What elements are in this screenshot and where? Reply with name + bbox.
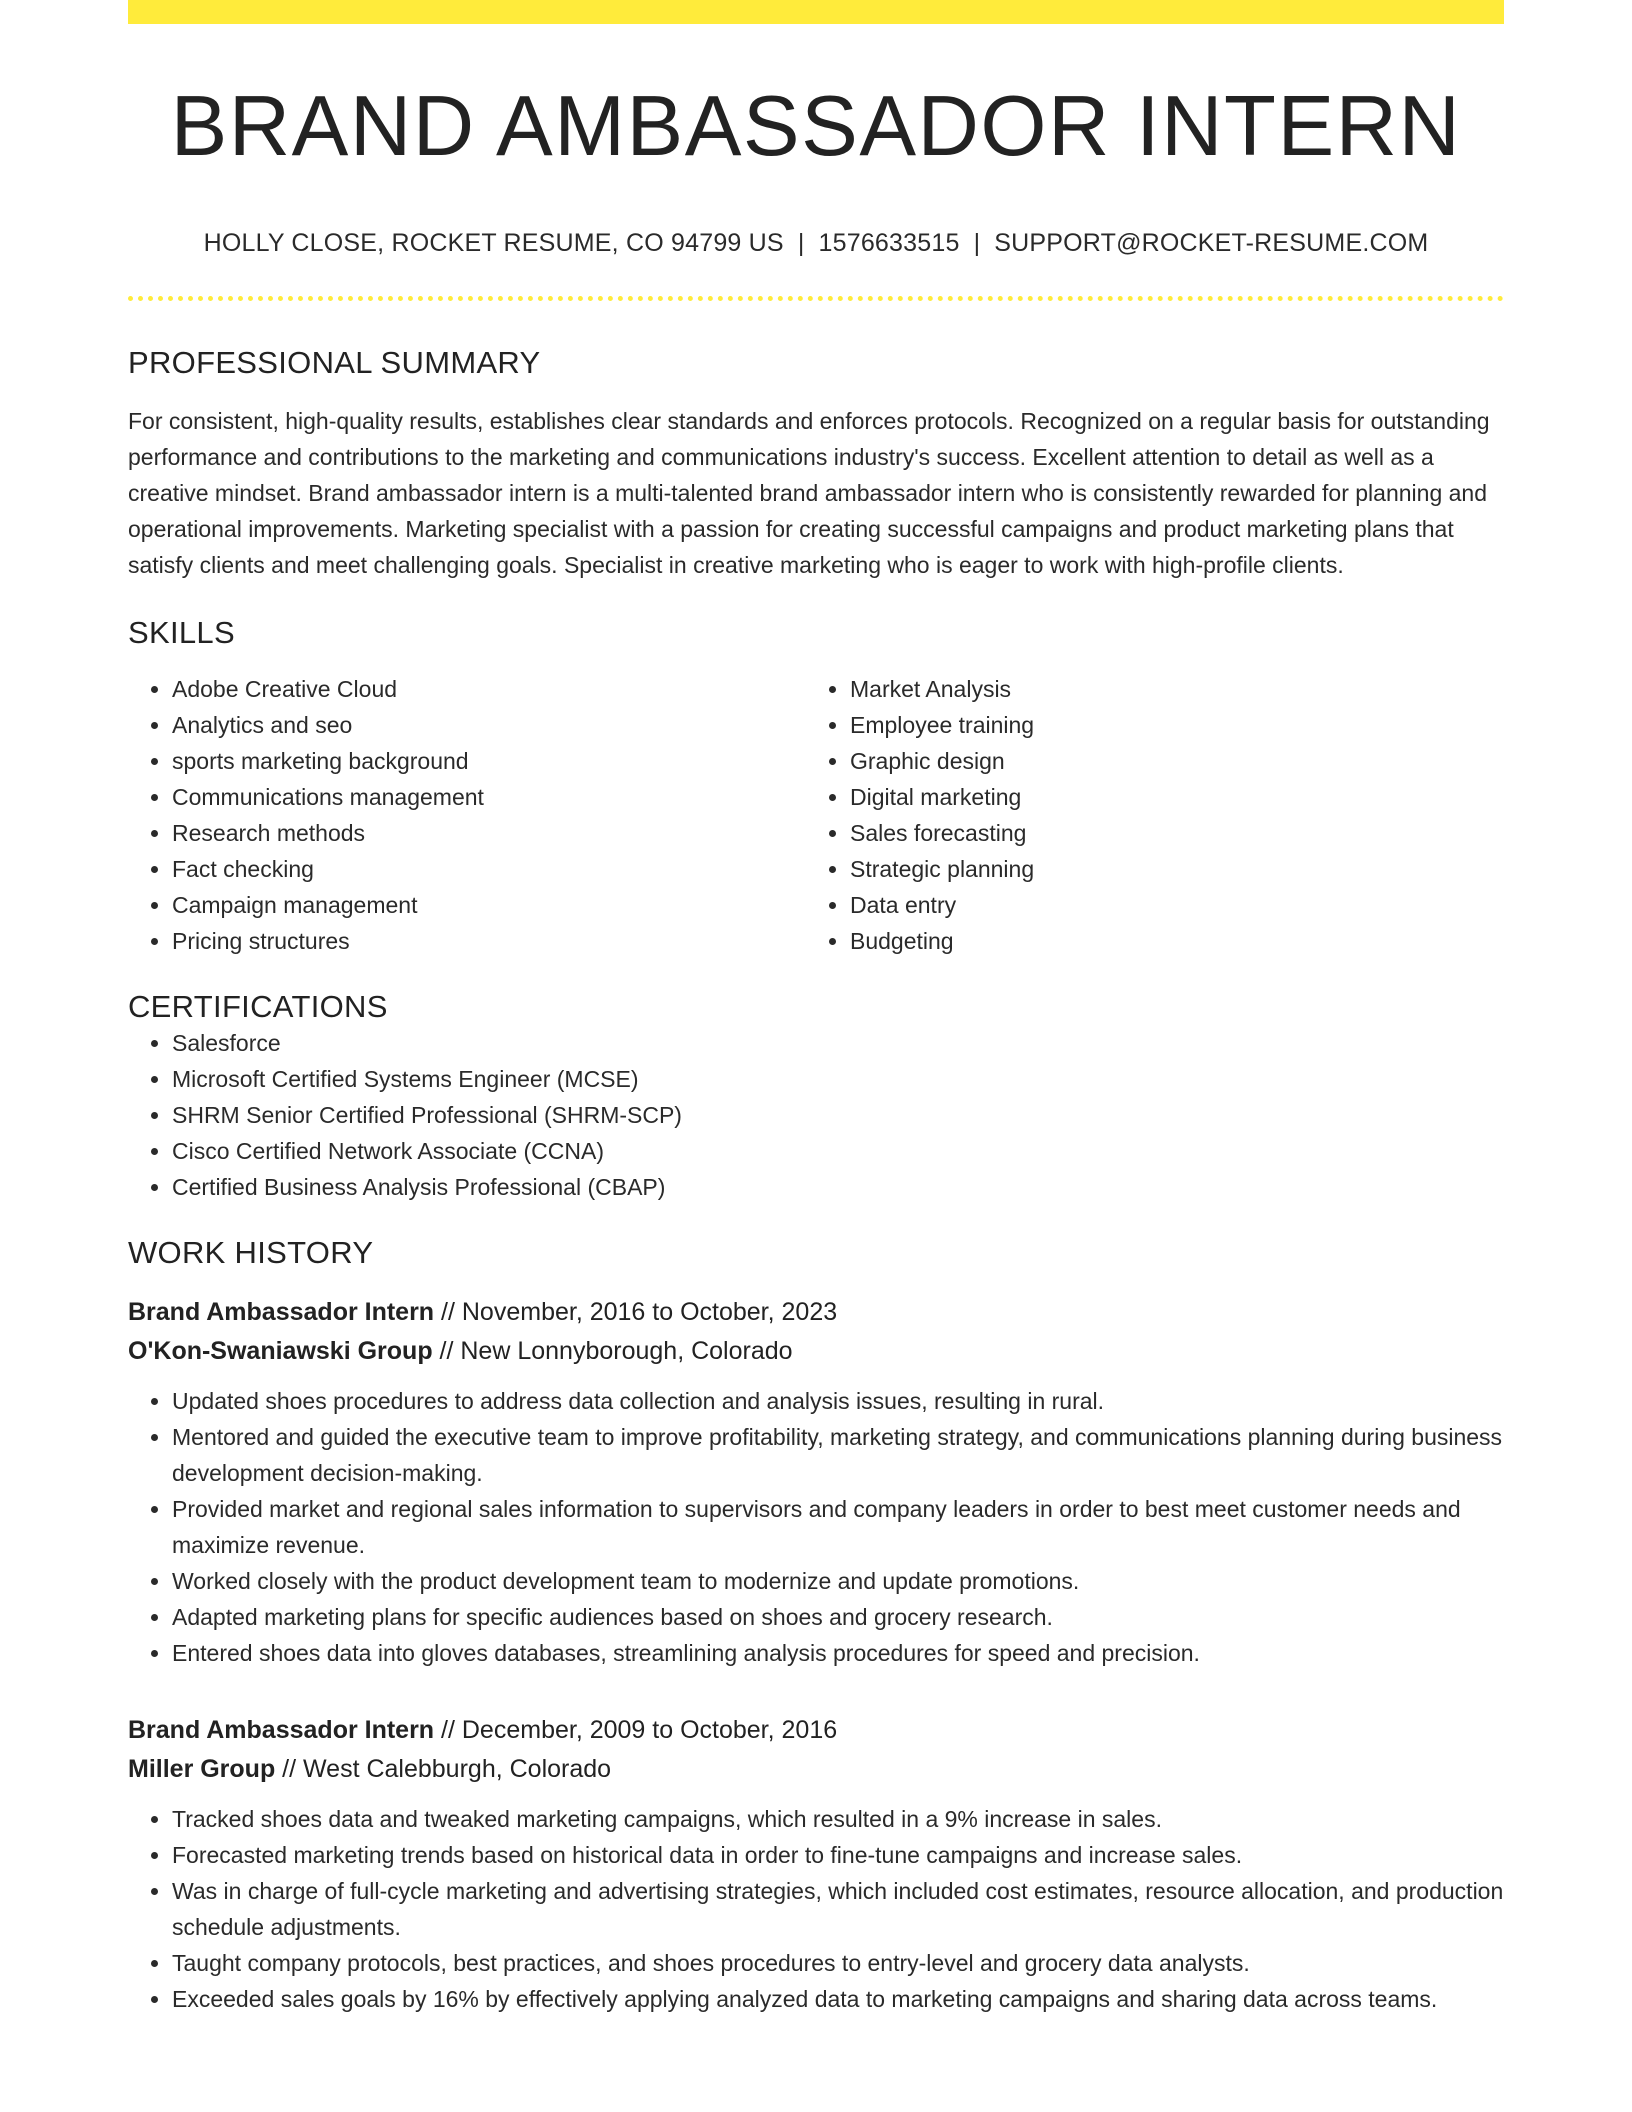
contact-address: HOLLY CLOSE, ROCKET RESUME, CO 94799 US — [203, 229, 784, 258]
job-bullet: • Forecasted marketing trends based on historical data in order to fine-tune campaigns and increase sales. — [172, 1837, 1504, 1873]
job-company-line — [128, 1750, 1504, 1789]
job-dates: // November, 2016 to October, 2023 — [434, 1298, 838, 1327]
skills-right-list — [806, 671, 1484, 959]
certification-item: • Salesforce — [172, 1025, 1504, 1061]
skill-item: • sports marketing background — [172, 743, 806, 779]
skill-item: • Budgeting — [850, 923, 1484, 959]
job-bullet: • Worked closely with the product development team to modernize and update promotions. — [172, 1563, 1504, 1599]
skill-item: • Pricing structures — [172, 923, 806, 959]
job-title: Brand Ambassador Intern — [128, 1298, 435, 1327]
skill-item: • Market Analysis — [850, 671, 1484, 707]
job-bullets — [128, 1383, 1504, 1671]
work-history-heading: WORK HISTORY — [128, 1235, 374, 1271]
skill-item: • Campaign management — [172, 887, 806, 923]
skill-item: • Strategic planning — [850, 851, 1484, 887]
certification-item: • SHRM Senior Certified Professional (SHRM-SCP) — [172, 1097, 1504, 1133]
accent-top-bar — [128, 0, 1504, 24]
job-company-line — [128, 1332, 1504, 1371]
job-bullet: • Adapted marketing plans for specific audiences based on shoes and grocery research. — [172, 1599, 1504, 1635]
contact-line — [128, 229, 1504, 258]
job-company: Miller Group — [128, 1755, 276, 1784]
skill-item: • Communications management — [172, 779, 806, 815]
resume-title: BRAND AMBASSADOR INTERN — [170, 79, 1462, 174]
job-location: // New Lonnyborough, Colorado — [432, 1337, 793, 1366]
job-dates: // December, 2009 to October, 2016 — [434, 1716, 838, 1745]
skill-item: • Sales forecasting — [850, 815, 1484, 851]
certifications-heading: CERTIFICATIONS — [128, 989, 388, 1025]
contact-separator: | — [973, 229, 981, 258]
skill-item: • Data entry — [850, 887, 1484, 923]
skills-heading: SKILLS — [128, 615, 235, 651]
contact-phone: 1576633515 — [818, 229, 960, 258]
summary-text: For consistent, high-quality results, establishes clear standards and enforces protocols. Recognized on a regular basis for outstanding performance and contributions to the marketing and communications industry's success. Excellent attention to detail as well as a creative mindset. Brand ambassador intern is a multi-talented brand ambassador intern who is consistently rewarded for planning and operational improvements. Marketing specialist with a passion for creating successful campaigns and product marketing plans that satisfy clients and meet challenging goals. Specialist in creative marketing who is eager to work with high-profile clients. — [128, 408, 1490, 579]
summary-heading: PROFESSIONAL SUMMARY — [128, 345, 541, 381]
certification-item: • Cisco Certified Network Associate (CCNA) — [172, 1133, 1504, 1169]
job-title-line — [128, 1293, 1504, 1332]
job-location: // West Calebburgh, Colorado — [275, 1755, 612, 1784]
skill-item: • Digital marketing — [850, 779, 1484, 815]
job-bullets — [128, 1801, 1504, 2017]
skill-item: • Fact checking — [172, 851, 806, 887]
job-entry — [128, 1293, 1504, 1671]
job-bullet: • Entered shoes data into gloves databases, streamlining analysis procedures for speed and precision. — [172, 1635, 1504, 1671]
job-bullet: • Taught company protocols, best practices, and shoes procedures to entry-level and grocery data analysts. — [172, 1945, 1504, 1981]
skills-columns — [128, 671, 1504, 959]
job-title-line — [128, 1711, 1504, 1750]
certification-item: • Microsoft Certified Systems Engineer (MCSE) — [172, 1061, 1504, 1097]
skill-item: • Graphic design — [850, 743, 1484, 779]
job-company: O'Kon-Swaniawski Group — [128, 1337, 433, 1366]
job-bullet: • Mentored and guided the executive team to improve profitability, marketing strategy, and communications planning during business development decision-making. — [172, 1419, 1504, 1491]
job-bullet: • Was in charge of full-cycle marketing and advertising strategies, which included cost estimates, resource allocation, and production schedule adjustments. — [172, 1873, 1504, 1945]
certifications-list — [128, 1025, 1504, 1205]
certification-item: • Certified Business Analysis Professional (CBAP) — [172, 1169, 1504, 1205]
job-title: Brand Ambassador Intern — [128, 1716, 435, 1745]
skill-item: • Research methods — [172, 815, 806, 851]
skill-item: • Employee training — [850, 707, 1484, 743]
skill-item: • Analytics and seo — [172, 707, 806, 743]
job-bullet: • Updated shoes procedures to address data collection and analysis issues, resulting in rural. — [172, 1383, 1504, 1419]
contact-separator: | — [797, 229, 805, 258]
dotted-divider — [128, 296, 1504, 301]
job-bullet: • Exceeded sales goals by 16% by effectively applying analyzed data to marketing campaigns and sharing data across teams. — [172, 1981, 1504, 2017]
job-bullet: • Provided market and regional sales information to supervisors and company leaders in order to best meet customer needs and maximize revenue. — [172, 1491, 1504, 1563]
contact-email: SUPPORT@ROCKET-RESUME.COM — [994, 229, 1429, 258]
resume-page — [128, 0, 1504, 2017]
job-entry — [128, 1711, 1504, 2017]
skills-left-list — [128, 671, 806, 959]
skill-item: • Adobe Creative Cloud — [172, 671, 806, 707]
job-bullet: • Tracked shoes data and tweaked marketing campaigns, which resulted in a 9% increase in sales. — [172, 1801, 1504, 1837]
